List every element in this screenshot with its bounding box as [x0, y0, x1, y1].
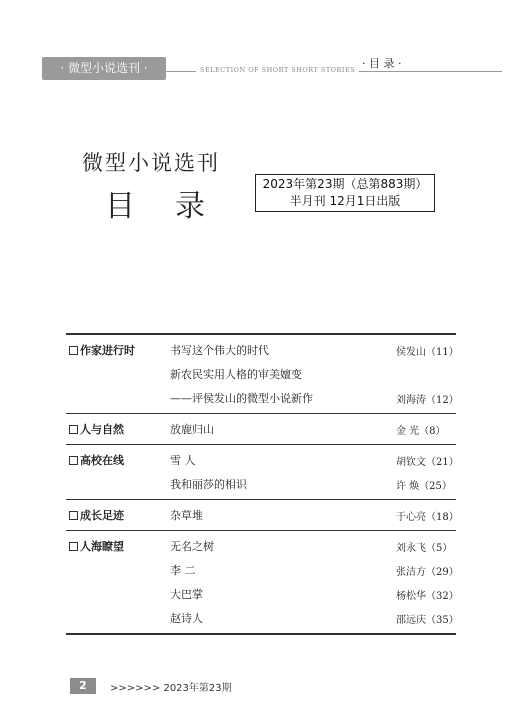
square-bullet-icon: [69, 511, 78, 520]
column-label: [69, 421, 124, 437]
entry-author-page: 侯发山（11）: [396, 347, 459, 358]
entry-title: 无名之树: [170, 540, 214, 553]
column-name: 成长足迹: [80, 509, 124, 522]
entry-title: 李 二: [170, 564, 196, 577]
toc-title: 目录: [105, 189, 245, 224]
entry-author-page: 刘永飞（5）: [396, 543, 453, 554]
issue-number: 2023年第23期（总第883期）: [262, 177, 428, 191]
column-name: 高校在线: [80, 454, 124, 467]
issue-info-box: [255, 174, 435, 212]
toc-section: [66, 499, 459, 530]
toc-entry[interactable]: [66, 361, 456, 385]
entry-title: ——评侯发山的微型小说新作: [170, 392, 313, 405]
toc-entry[interactable]: [66, 581, 459, 605]
entry-title: 大巴掌: [170, 588, 203, 601]
header-english-title: SELECTION OF SHORT SHORT STORIES: [196, 66, 359, 74]
toc-entry[interactable]: [66, 605, 459, 629]
toc-entry[interactable]: [66, 447, 459, 471]
column-label: [69, 507, 124, 523]
footer-issue-text: >>>>>> 2023年第23期: [110, 683, 232, 694]
toc-entry[interactable]: [66, 471, 456, 495]
toc-section: [66, 530, 459, 633]
entry-title: 雪 人: [170, 454, 196, 467]
entry-author-page: 于心亮（18）: [396, 512, 459, 523]
toc-entry[interactable]: [66, 416, 456, 440]
entry-title: 书写这个伟大的时代: [170, 344, 269, 357]
square-bullet-icon: [69, 346, 78, 355]
toc-section: [66, 413, 456, 444]
entry-title: 杂草堆: [170, 509, 203, 522]
square-bullet-icon: [69, 425, 78, 434]
toc-section: [66, 335, 459, 413]
toc-entry[interactable]: [66, 502, 459, 526]
entry-author-page: 金 光（8）: [396, 426, 446, 437]
square-bullet-icon: [69, 456, 78, 465]
entry-author-page: 杨松华（32）: [396, 591, 459, 602]
entry-author-page: 许 焕（25）: [396, 481, 452, 492]
entry-title: 新农民实用人格的审美嬗变: [170, 368, 302, 381]
entry-title: 赵诗人: [170, 612, 203, 625]
page-number: 2: [70, 678, 96, 694]
header-section-label: · 目 录 ·: [362, 57, 402, 70]
entry-author-page: 张洁方（29）: [396, 567, 459, 578]
column-name: 作家进行时: [80, 344, 135, 357]
column-label: [69, 452, 124, 468]
magazine-name: 微型小说选刊: [82, 151, 220, 175]
table-of-contents: [66, 333, 459, 635]
column-name: 人海瞭望: [80, 540, 124, 553]
column-label: [69, 538, 124, 554]
toc-entry[interactable]: [66, 385, 459, 409]
entry-author-page: 胡钦文（21）: [396, 457, 459, 468]
toc-entry[interactable]: [66, 337, 459, 361]
entry-author-page: 邵远庆（35）: [396, 615, 459, 626]
column-label: [69, 342, 135, 358]
issue-frequency-date: 半月刊 12月1日出版: [289, 194, 401, 208]
magazine-section-tab: · 微型小说选刊 ·: [42, 57, 166, 80]
entry-author-page: 刘海涛（12）: [396, 395, 459, 406]
toc-section: [66, 444, 459, 499]
entry-title: 我和丽莎的相识: [170, 478, 247, 491]
toc-entry[interactable]: [66, 533, 456, 557]
toc-entry[interactable]: [66, 557, 459, 581]
entry-title: 放鹿归山: [170, 423, 214, 436]
column-name: 人与自然: [80, 423, 124, 436]
square-bullet-icon: [69, 542, 78, 551]
